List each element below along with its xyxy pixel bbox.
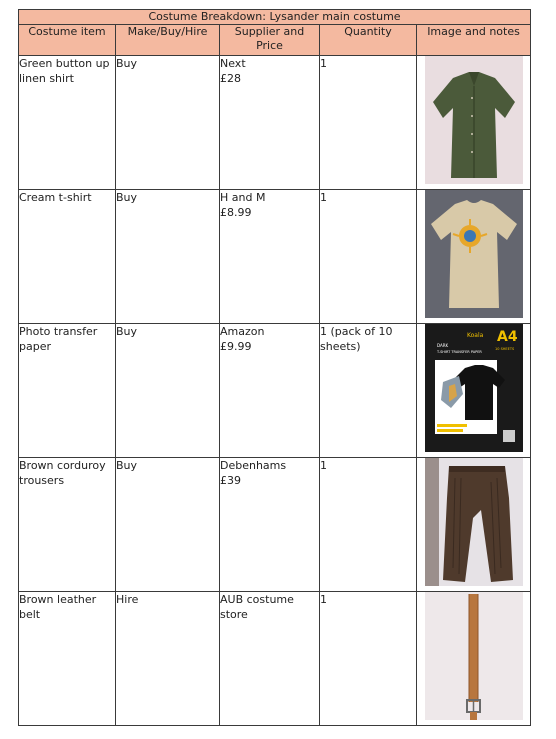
table-row	[19, 324, 531, 458]
item-cell: Photo transfer paper	[19, 324, 116, 458]
quantity-cell: 1 (pack of 10 sheets)	[320, 324, 417, 458]
quantity-cell: 1	[320, 190, 417, 324]
quantity-cell: 1	[320, 56, 417, 190]
supplier-name: H and M	[220, 191, 266, 204]
quantity-cell: 1	[320, 592, 417, 726]
supplier-cell	[220, 458, 320, 592]
quantity-cell: 1	[320, 458, 417, 592]
image-cell	[417, 592, 531, 726]
cream-tshirt-photo	[425, 190, 523, 318]
make-cell: Buy	[116, 458, 220, 592]
header-costume-item: Costume item	[19, 25, 116, 56]
make-cell: Buy	[116, 56, 220, 190]
header-make-buy-hire: Make/Buy/Hire	[116, 25, 220, 56]
supplier-name: Next	[220, 57, 246, 70]
belt-photo	[425, 592, 523, 720]
price: £39	[220, 474, 241, 487]
table-row	[19, 56, 531, 190]
item-cell: Green button up linen shirt	[19, 56, 116, 190]
transfer-paper-photo	[425, 324, 523, 452]
package-line1: DARK	[436, 343, 448, 348]
table-row	[19, 458, 531, 592]
make-cell: Buy	[116, 324, 220, 458]
supplier-cell	[220, 56, 320, 190]
make-cell: Buy	[116, 190, 220, 324]
package-size: A4	[496, 329, 518, 345]
supplier-cell	[220, 190, 320, 324]
package-line2: T-SHIRT TRANSFER PAPER	[436, 350, 482, 354]
package-brand: Koala	[466, 332, 483, 339]
header-quantity: Quantity	[320, 25, 417, 56]
image-cell	[417, 56, 531, 190]
header-image-notes: Image and notes	[417, 25, 531, 56]
make-cell: Hire	[116, 592, 220, 726]
brown-trousers-photo	[425, 458, 523, 586]
table-row	[19, 190, 531, 324]
item-cell: Brown leather belt	[19, 592, 116, 726]
supplier-name: AUB costume store	[220, 593, 294, 621]
package-count: 10 SHEETS	[494, 347, 514, 351]
supplier-cell	[220, 324, 320, 458]
item-cell: Cream t-shirt	[19, 190, 116, 324]
item-cell: Brown corduroy trousers	[19, 458, 116, 592]
supplier-name: Amazon	[220, 325, 265, 338]
supplier-cell	[220, 592, 320, 726]
supplier-name: Debenhams	[220, 459, 287, 472]
price: £9.99	[220, 340, 252, 353]
green-shirt-photo	[425, 56, 523, 184]
table-title: Costume Breakdown: Lysander main costume	[19, 10, 531, 25]
header-supplier-price: Supplier and Price	[220, 25, 320, 56]
image-cell	[417, 190, 531, 324]
image-cell	[417, 458, 531, 592]
image-cell	[417, 324, 531, 458]
table-row	[19, 592, 531, 726]
costume-breakdown-table	[18, 9, 531, 726]
header-row	[19, 25, 531, 56]
price: £8.99	[220, 206, 252, 219]
price: £28	[220, 72, 241, 85]
